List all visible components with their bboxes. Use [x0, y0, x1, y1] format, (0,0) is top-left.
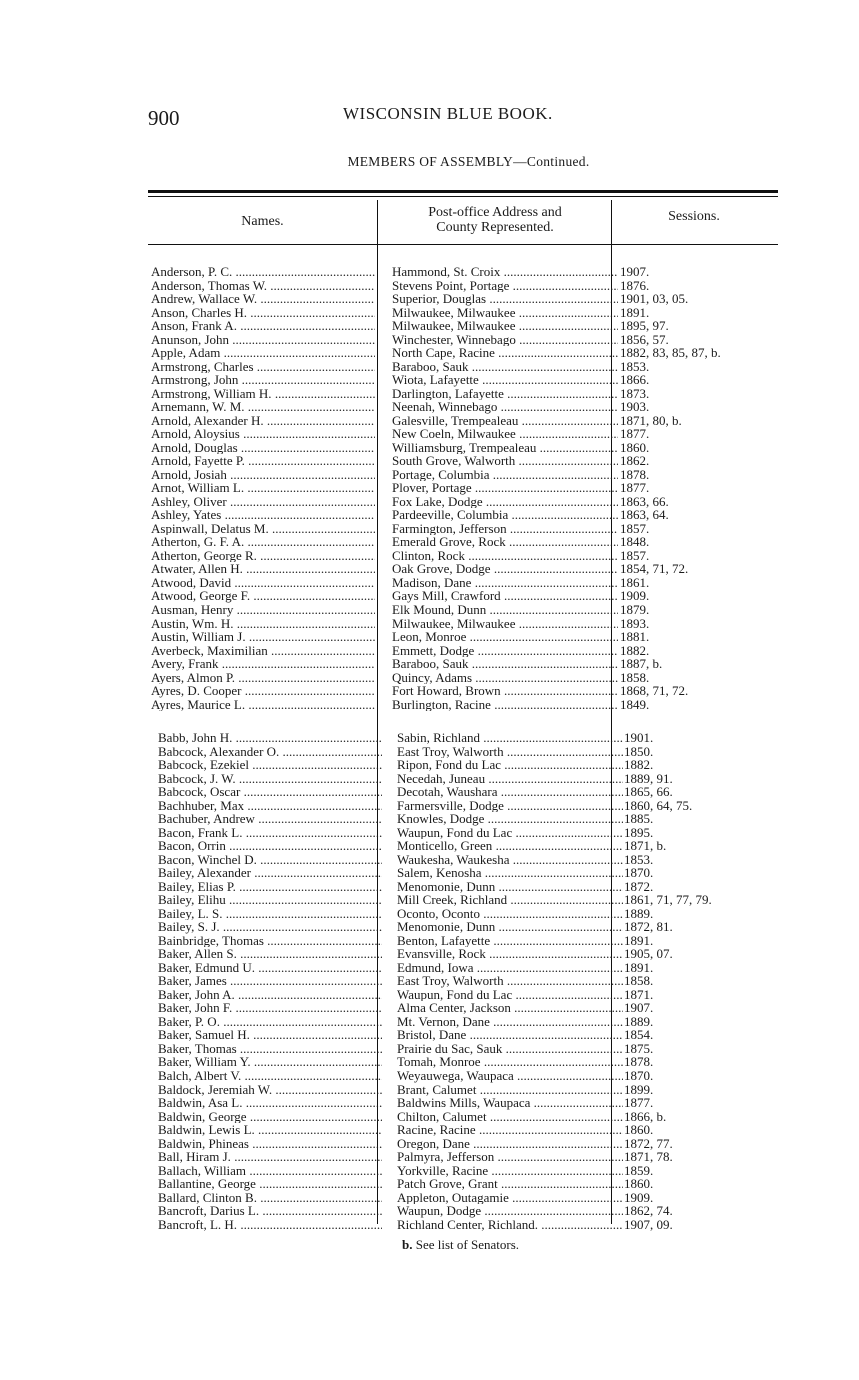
member-address: Plover, Portage ..... [392, 481, 618, 495]
member-name: Arnold, Alexander H. ..... [151, 414, 375, 428]
member-name: Baker, John A. ..... [158, 988, 382, 1002]
member-name: Atwood, David ..... [151, 576, 375, 590]
member-name: Baldwin, Phineas ..... [158, 1137, 382, 1151]
member-address: Milwaukee, Milwaukee ..... [392, 319, 618, 333]
member-name: Austin, Wm. H. ..... [151, 617, 375, 631]
member-name: Aspinwall, Delatus M. ..... [151, 522, 375, 536]
member-sessions: 1865, 66. [624, 784, 673, 800]
member-sessions: 1891. [620, 304, 650, 320]
member-sessions: 1862, 74. [624, 1203, 673, 1219]
member-name: Baker, John F. ..... [158, 1001, 382, 1015]
column-header-sessions: Sessions. [668, 209, 720, 224]
member-sessions: 1858. [620, 669, 650, 685]
member-address: Sabin, Richland ..... [397, 731, 623, 745]
member-address: Benton, Lafayette ..... [397, 934, 623, 948]
column-header-names: Names. [241, 214, 284, 229]
member-name: Bancroft, Darius L. ..... [158, 1204, 382, 1218]
member-name: Ballach, William ..... [158, 1164, 382, 1178]
member-sessions: 1877. [624, 1095, 654, 1111]
member-address: East Troy, Walworth ..... [397, 745, 623, 759]
member-sessions: 1877. [620, 426, 650, 442]
member-address: Burlington, Racine ..... [392, 698, 618, 712]
member-sessions: 1866. [620, 372, 650, 388]
member-address: Evansville, Rock ..... [397, 947, 623, 961]
column-header-address-line2: County Represented. [436, 220, 554, 235]
member-name: Anson, Frank A. ..... [151, 319, 375, 333]
member-address: Pardeeville, Columbia ..... [392, 508, 618, 522]
member-sessions: 1873. [620, 385, 650, 401]
member-sessions: 1872. [624, 878, 654, 894]
member-sessions: 1879. [620, 602, 650, 617]
member-address: Milwaukee, Milwaukee ..... [392, 306, 618, 320]
member-sessions: 1903. [620, 399, 650, 415]
member-sessions: 1901. [624, 730, 654, 745]
member-address: Oconto, Oconto ..... [397, 907, 623, 921]
member-name: Arnold, Aloysius ..... [151, 427, 375, 441]
member-name: Ausman, Henry ..... [151, 603, 375, 617]
member-name: Bailey, S. J. ..... [158, 920, 382, 934]
member-address: Monticello, Green ..... [397, 839, 623, 853]
member-address: Darlington, Lafayette ..... [392, 387, 618, 401]
member-address: Gays Mill, Crawford ..... [392, 589, 618, 603]
member-name: Baker, Edmund U. ..... [158, 961, 382, 975]
member-name: Averbeck, Maximilian ..... [151, 644, 375, 658]
member-address: Salem, Kenosha ..... [397, 866, 623, 880]
member-sessions: 1871, b. [624, 838, 667, 854]
member-name: Atherton, George R. ..... [151, 549, 375, 563]
member-sessions: 1866, b. [624, 1108, 667, 1124]
member-sessions: 1889, 91. [624, 770, 673, 786]
table-top-rule [148, 190, 778, 193]
member-sessions: 1871, 78. [624, 1149, 673, 1165]
member-name: Arnold, Fayette P. ..... [151, 454, 375, 468]
member-name: Austin, William J. ..... [151, 630, 375, 644]
member-sessions: 1853. [620, 358, 650, 374]
member-address: Baraboo, Sauk ..... [392, 657, 618, 671]
member-name: Bachhuber, Max ..... [158, 799, 382, 813]
page-number: 900 [148, 106, 180, 130]
member-address: Neenah, Winnebago ..... [392, 400, 618, 414]
member-sessions: 1850. [624, 743, 654, 759]
member-address: Prairie du Sac, Sauk ..... [397, 1042, 623, 1056]
member-sessions: 1893. [620, 615, 650, 631]
member-address: Wiota, Lafayette ..... [392, 373, 618, 387]
member-name: Atwater, Allen H. ..... [151, 562, 375, 576]
member-name: Bacon, Frank L. ..... [158, 826, 382, 840]
member-name: Baldwin, Lewis L. ..... [158, 1123, 382, 1137]
member-sessions: 1856, 57. [620, 331, 669, 347]
member-address: Stevens Point, Portage ..... [392, 279, 618, 293]
member-address: Clinton, Rock ..... [392, 549, 618, 563]
member-sessions: 1891. [624, 932, 654, 948]
member-sessions: 1862. [620, 453, 650, 469]
table-subtitle: MEMBERS OF ASSEMBLY—Continued. [347, 154, 590, 169]
member-address: Williamsburg, Trempealeau ..... [392, 441, 618, 455]
member-name: Baker, James ..... [158, 974, 382, 988]
member-name: Ayres, Maurice L. ..... [151, 698, 375, 712]
member-name: Bailey, Elias P. ..... [158, 880, 382, 894]
member-name: Ayers, Almon P. ..... [151, 671, 375, 685]
member-address: Baraboo, Sauk ..... [392, 360, 618, 374]
member-sessions: 1907, 09. [624, 1216, 673, 1232]
member-name: Baldwin, Asa L. ..... [158, 1096, 382, 1110]
member-address: Menomonie, Dunn ..... [397, 880, 623, 894]
member-sessions: 1901, 03, 05. [620, 291, 689, 307]
member-sessions: 1895, 97. [620, 318, 669, 334]
member-name: Anson, Charles H. ..... [151, 306, 375, 320]
member-sessions: 1905, 07. [624, 946, 673, 962]
member-name: Apple, Adam ..... [151, 346, 375, 360]
member-address: Emerald Grove, Rock ..... [392, 535, 618, 549]
member-address: Madison, Dane ..... [392, 576, 618, 590]
footnote-marker: b. [402, 1237, 413, 1252]
member-address: Weyauwega, Waupaca ..... [397, 1069, 623, 1083]
member-name: Armstrong, John ..... [151, 373, 375, 387]
footnote [402, 1237, 519, 1253]
member-address: Menomonie, Dunn ..... [397, 920, 623, 934]
member-address: Ripon, Fond du Lac ..... [397, 758, 623, 772]
member-address: Mill Creek, Richland ..... [397, 893, 623, 907]
column-header-address-line1: Post-office Address and [428, 205, 562, 220]
member-sessions: 1891. [624, 959, 654, 975]
member-name: Baldwin, George ..... [158, 1110, 382, 1124]
member-address: New Coeln, Milwaukee ..... [392, 427, 618, 441]
member-sessions: 1878. [620, 466, 650, 482]
member-name: Bacon, Orrin ..... [158, 839, 382, 853]
member-name: Baker, P. O. ..... [158, 1015, 382, 1029]
member-sessions: 1857. [620, 520, 650, 536]
member-sessions: 1870. [624, 865, 654, 881]
member-sessions: 1881. [620, 629, 650, 645]
member-address: Emmett, Dodge ..... [392, 644, 618, 658]
member-sessions: 1860. [624, 1122, 654, 1138]
member-address: Portage, Columbia ..... [392, 468, 618, 482]
column-header-address [380, 205, 610, 235]
member-name: Babcock, Oscar ..... [158, 785, 382, 799]
member-address: Racine, Racine ..... [397, 1123, 623, 1137]
member-sessions: 1861, 71, 77, 79. [624, 892, 712, 908]
member-name: Bailey, Alexander ..... [158, 866, 382, 880]
member-sessions: 1875. [624, 1040, 654, 1056]
member-name: Anunson, John ..... [151, 333, 375, 347]
member-address: Farmington, Jefferson ..... [392, 522, 618, 536]
member-sessions: 1907. [624, 1000, 654, 1016]
member-name: Ayres, D. Cooper ..... [151, 684, 375, 698]
member-sessions: 1899. [624, 1081, 654, 1097]
member-sessions: 1848. [620, 534, 650, 550]
member-address: Tomah, Monroe ..... [397, 1055, 623, 1069]
member-sessions: 1868, 71, 72. [620, 683, 689, 699]
member-sessions: 1858. [624, 973, 654, 989]
member-sessions: 1887, b. [620, 656, 663, 672]
member-sessions: 1849. [620, 696, 650, 712]
member-name: Baldock, Jeremiah W. ..... [158, 1083, 382, 1097]
member-address: Oak Grove, Dodge ..... [392, 562, 618, 576]
member-address: East Troy, Walworth ..... [397, 974, 623, 988]
member-address: Superior, Douglas ..... [392, 292, 618, 306]
member-sessions: 1889. [624, 1013, 654, 1029]
member-address: Leon, Monroe ..... [392, 630, 618, 644]
member-sessions: 1909. [620, 588, 650, 604]
member-name: Bailey, L. S. ..... [158, 907, 382, 921]
member-sessions: 1909. [624, 1189, 654, 1205]
member-address: Farmersville, Dodge ..... [397, 799, 623, 813]
member-name: Babcock, Alexander O. ..... [158, 745, 382, 759]
member-address: Brant, Calumet ..... [397, 1083, 623, 1097]
member-address: Waupun, Fond du Lac ..... [397, 988, 623, 1002]
member-address: Necedah, Juneau ..... [397, 772, 623, 786]
member-name: Bachuber, Andrew ..... [158, 812, 382, 826]
member-address: Decotah, Waushara ..... [397, 785, 623, 799]
member-sessions: 1854, 71, 72. [620, 561, 689, 577]
running-head: WISCONSIN BLUE BOOK. [343, 104, 553, 123]
member-sessions: 1872, 77. [624, 1135, 673, 1151]
member-address: Oregon, Dane ..... [397, 1137, 623, 1151]
member-address: Fort Howard, Brown ..... [392, 684, 618, 698]
member-name: Atwood, George F. ..... [151, 589, 375, 603]
member-name: Ashley, Oliver ..... [151, 495, 375, 509]
member-name: Armstrong, William H. ..... [151, 387, 375, 401]
member-sessions: 1863, 64. [620, 507, 669, 523]
header-bottom-rule [148, 244, 778, 245]
member-name: Baker, William Y. ..... [158, 1055, 382, 1069]
member-address: Chilton, Calumet ..... [397, 1110, 623, 1124]
member-address: Patch Grove, Grant ..... [397, 1177, 623, 1191]
member-sessions: 1882, 83, 85, 87, b. [620, 345, 721, 361]
member-address: Quincy, Adams ..... [392, 671, 618, 685]
member-name: Andrew, Wallace W. ..... [151, 292, 375, 306]
member-address: North Cape, Racine ..... [392, 346, 618, 360]
member-sessions: 1885. [624, 811, 654, 827]
member-name: Atherton, G. F. A. ..... [151, 535, 375, 549]
member-name: Ball, Hiram J. ..... [158, 1150, 382, 1164]
member-name: Ashley, Yates ..... [151, 508, 375, 522]
member-sessions: 1853. [624, 851, 654, 867]
member-address: Alma Center, Jackson ..... [397, 1001, 623, 1015]
member-name: Avery, Frank ..... [151, 657, 375, 671]
member-address: Appleton, Outagamie ..... [397, 1191, 623, 1205]
member-address: Winchester, Winnebago ..... [392, 333, 618, 347]
member-address: Knowles, Dodge ..... [397, 812, 623, 826]
member-name: Babcock, J. W. ..... [158, 772, 382, 786]
member-sessions: 1860. [624, 1176, 654, 1192]
member-name: Baker, Samuel H. ..... [158, 1028, 382, 1042]
member-address: Galesville, Trempealeau ..... [392, 414, 618, 428]
member-name: Babcock, Ezekiel ..... [158, 758, 382, 772]
member-name: Anderson, P. C. ..... [151, 265, 375, 279]
member-name: Bacon, Winchel D. ..... [158, 853, 382, 867]
member-name: Bancroft, L. H. ..... [158, 1218, 382, 1232]
member-address: Baldwins Mills, Waupaca ..... [397, 1096, 623, 1110]
footnote-text: See list of Senators. [415, 1237, 519, 1252]
member-address: Mt. Vernon, Dane ..... [397, 1015, 623, 1029]
member-address: Milwaukee, Milwaukee ..... [392, 617, 618, 631]
member-address: Waukesha, Waukesha ..... [397, 853, 623, 867]
member-name: Baker, Thomas ..... [158, 1042, 382, 1056]
member-sessions: 1860, 64, 75. [624, 797, 693, 813]
member-sessions: 1889. [624, 905, 654, 921]
member-name: Arnot, William L. ..... [151, 481, 375, 495]
member-sessions: 1872, 81. [624, 919, 673, 935]
member-sessions: 1870. [624, 1068, 654, 1083]
member-sessions: 1854. [624, 1027, 654, 1043]
member-name: Arnemann, W. M. ..... [151, 400, 375, 414]
member-sessions: 1861. [620, 574, 650, 590]
member-address: Elk Mound, Dunn ..... [392, 603, 618, 617]
member-address: Richland Center, Richland. ..... [397, 1218, 623, 1232]
table-top-rule-thin [148, 196, 778, 197]
member-sessions: 1871. [624, 986, 654, 1002]
member-address: Yorkville, Racine ..... [397, 1164, 623, 1178]
member-name: Anderson, Thomas W. ..... [151, 279, 375, 293]
member-sessions: 1863, 66. [620, 493, 669, 509]
member-sessions: 1860. [620, 439, 650, 455]
member-name: Bainbridge, Thomas ..... [158, 934, 382, 948]
member-name: Ballantine, George ..... [158, 1177, 382, 1191]
member-name: Balch, Albert V. ..... [158, 1069, 382, 1083]
member-address: Edmund, Iowa ..... [397, 961, 623, 975]
member-sessions: 1878. [624, 1054, 654, 1070]
member-sessions: 1871, 80, b. [620, 412, 682, 428]
member-name: Bailey, Elihu ..... [158, 893, 382, 907]
member-name: Baker, Allen S. ..... [158, 947, 382, 961]
member-address: Palmyra, Jefferson ..... [397, 1150, 623, 1164]
member-sessions: 1876. [620, 277, 650, 293]
member-name: Arnold, Josiah ..... [151, 468, 375, 482]
member-address: Hammond, St. Croix ..... [392, 265, 618, 279]
member-sessions: 1907. [620, 264, 650, 279]
member-name: Babb, John H. ..... [158, 731, 382, 745]
member-address: South Grove, Walworth ..... [392, 454, 618, 468]
member-sessions: 1882. [624, 757, 654, 773]
member-address: Waupun, Dodge ..... [397, 1204, 623, 1218]
member-address: Fox Lake, Dodge ..... [392, 495, 618, 509]
member-name: Armstrong, Charles ..... [151, 360, 375, 374]
member-sessions: 1877. [620, 480, 650, 496]
member-name: Ballard, Clinton B. ..... [158, 1191, 382, 1205]
member-address: Waupun, Fond du Lac ..... [397, 826, 623, 840]
member-sessions: 1859. [624, 1162, 654, 1178]
member-sessions: 1857. [620, 547, 650, 563]
member-sessions: 1895. [624, 824, 654, 840]
member-sessions: 1882. [620, 642, 650, 658]
member-name: Arnold, Douglas ..... [151, 441, 375, 455]
member-address: Bristol, Dane ..... [397, 1028, 623, 1042]
